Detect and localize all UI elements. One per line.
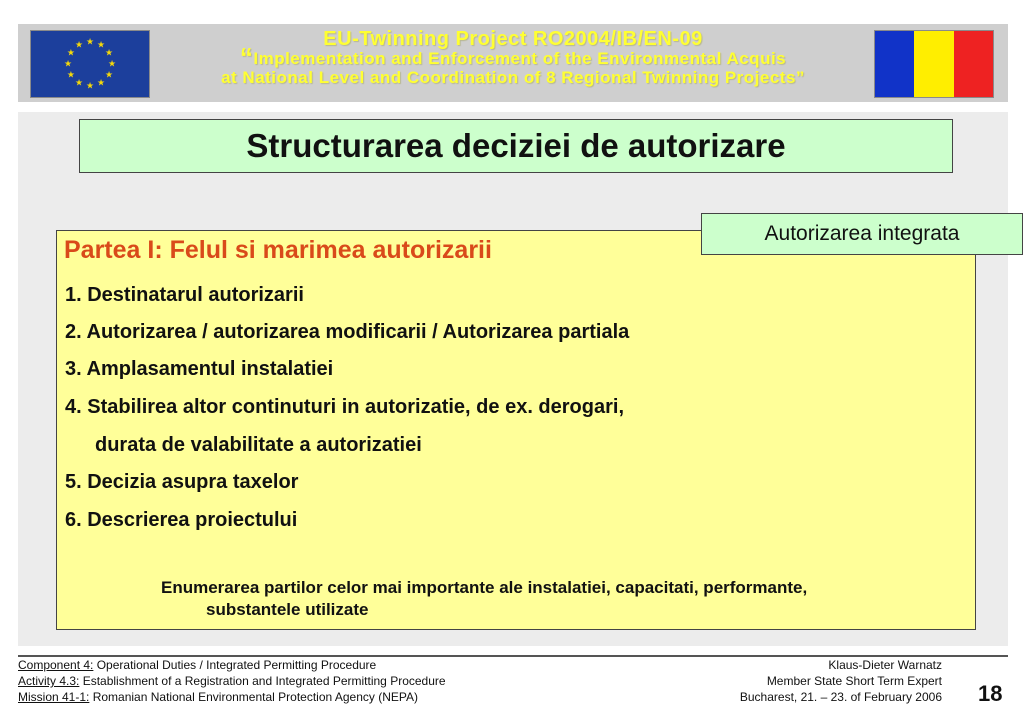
romania-flag-icon xyxy=(874,30,994,98)
eu-star-icon: ★ xyxy=(66,69,75,80)
project-description-note: Enumerarea partilor celor mai importante ale instalatiei, capacitati, performante, xyxy=(161,578,808,597)
header-banner xyxy=(18,24,1008,102)
list-item-continuation: durata de valabilitate a autorizatiei xyxy=(95,434,422,456)
footer-mission-label: Mission 41-1: xyxy=(18,690,90,704)
footer-component-label: Component 4: xyxy=(18,658,94,672)
open-quote: “ xyxy=(239,42,254,72)
ro-flag-blue-stripe xyxy=(875,31,914,97)
eu-star-icon: ★ xyxy=(74,39,84,50)
eu-star-icon: ★ xyxy=(66,47,75,58)
project-header-text xyxy=(158,28,868,88)
eu-star-icon: ★ xyxy=(96,77,106,88)
eu-flag-icon xyxy=(30,30,150,98)
footer-activity-label: Activity 4.3: xyxy=(18,674,80,688)
page-number: 18 xyxy=(978,681,1003,706)
project-title-text: Implementation and Enforcement of the Environmental Acquis xyxy=(253,49,787,68)
footer-mission xyxy=(18,690,418,704)
eu-star-icon: ★ xyxy=(74,77,84,88)
footer-author-role: Member State Short Term Expert xyxy=(766,674,942,688)
slide-title: Structurarea deciziei de autorizare xyxy=(79,119,953,173)
project-description-note-continuation: substantele utilizate xyxy=(206,600,369,619)
eu-star-icon: ★ xyxy=(105,47,114,58)
list-item: 4. Stabilirea altor continuturi in autorizatie, de ex. derogari, xyxy=(65,396,625,418)
footer-component-text: Operational Duties / Integrated Permitting Procedure xyxy=(93,658,377,672)
list-item: 5. Decizia asupra taxelor xyxy=(65,471,299,493)
footer-date-location: Bucharest, 21. – 23. of February 2006 xyxy=(739,690,942,704)
list-item: 1. Destinatarul autorizarii xyxy=(65,284,304,306)
part-title: Partea I: Felul si marimea autorizarii xyxy=(64,236,492,264)
eu-star-icon: ★ xyxy=(96,39,106,50)
ro-flag-red-stripe xyxy=(954,31,993,97)
eu-star-icon: ★ xyxy=(105,69,114,80)
ro-flag-yellow-stripe xyxy=(914,31,953,97)
eu-star-icon: ★ xyxy=(85,80,95,91)
eu-star-icon: ★ xyxy=(85,36,95,47)
eu-star-icon: ★ xyxy=(107,58,117,69)
project-code: EU-Twinning Project RO2004/IB/EN-09 xyxy=(323,28,703,50)
footer-mission-text: Romanian National Environmental Protection Agency (NEPA) xyxy=(89,690,418,704)
list-item: 2. Autorizarea / autorizarea modificarii / Autorizarea partiala xyxy=(65,321,630,343)
project-title-line1 xyxy=(158,42,868,72)
list-item: 3. Amplasamentul instalatiei xyxy=(65,358,334,380)
footer-component xyxy=(18,658,376,672)
footer-divider xyxy=(18,655,1008,657)
footer-activity-text: Establishment of a Registration and Integrated Permitting Procedure xyxy=(79,674,446,688)
list-item: 6. Descrierea proiectului xyxy=(65,509,298,531)
eu-star-icon: ★ xyxy=(63,58,73,69)
footer-author: Klaus-Dieter Warnatz xyxy=(828,658,942,672)
footer-activity xyxy=(18,674,446,688)
project-title-line2: at National Level and Coordination of 8 Regional Twinning Projects” xyxy=(221,68,805,87)
integrated-permit-badge: Autorizarea integrata xyxy=(701,213,1023,255)
